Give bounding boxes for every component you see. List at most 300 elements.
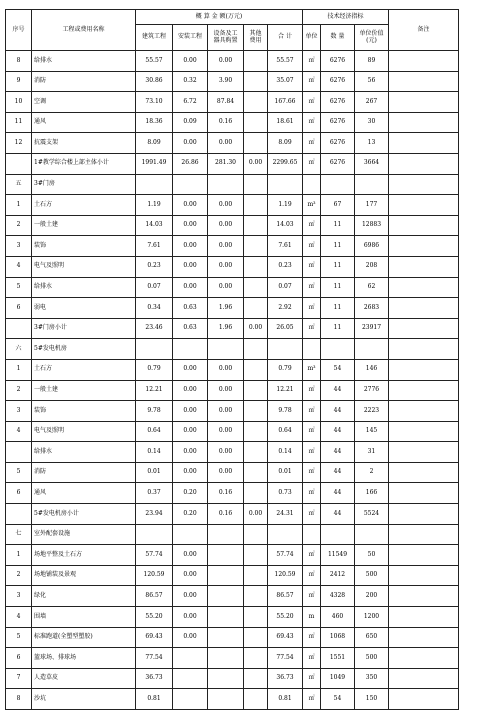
cell-other <box>244 607 268 628</box>
cell-building: 36.73 <box>136 668 173 689</box>
cell-name: 沙坑 <box>32 689 136 710</box>
cell-other <box>244 648 268 669</box>
cell-other: 0.00 <box>244 504 268 525</box>
cell-seq: 6 <box>6 298 32 319</box>
cell-equipment: 0.00 <box>208 442 244 463</box>
cell-remarks <box>389 174 459 195</box>
cell-name: 抗震支架 <box>32 133 136 154</box>
cell-remarks <box>389 215 459 236</box>
cell-unit: ㎡ <box>303 504 321 525</box>
cell-name: 装饰 <box>32 401 136 422</box>
cell-other <box>244 359 268 380</box>
cell-equipment: 0.16 <box>208 483 244 504</box>
cell-other <box>244 215 268 236</box>
cell-seq: 5 <box>6 277 32 298</box>
table-row <box>6 545 459 566</box>
table-row <box>6 277 459 298</box>
cell-total: 1.19 <box>268 195 303 216</box>
cell-name: 土石方 <box>32 359 136 380</box>
cell-unit: ㎡ <box>303 401 321 422</box>
cell-install: 0.00 <box>173 359 208 380</box>
cell-seq: 4 <box>6 256 32 277</box>
cell-qty: 67 <box>321 195 355 216</box>
cell-name: 消防 <box>32 462 136 483</box>
cell-equipment <box>208 627 244 648</box>
header-unit-price-line2: (元) <box>366 36 377 44</box>
cell-seq: 六 <box>6 339 32 360</box>
cell-unit-price: 3664 <box>355 153 389 174</box>
cell-other <box>244 565 268 586</box>
table-row <box>6 401 459 422</box>
cell-seq: 9 <box>6 71 32 92</box>
cell-total <box>268 524 303 545</box>
cell-qty: 2412 <box>321 565 355 586</box>
header-unit-price <box>355 25 389 51</box>
cell-seq: 1 <box>6 359 32 380</box>
cell-equipment: 0.00 <box>208 359 244 380</box>
cell-seq: 4 <box>6 421 32 442</box>
cell-total: 0.01 <box>268 462 303 483</box>
cell-install: 0.00 <box>173 627 208 648</box>
cell-install: 26.86 <box>173 153 208 174</box>
table-row <box>6 153 459 174</box>
cell-install: 0.00 <box>173 380 208 401</box>
cell-building: 7.61 <box>136 236 173 257</box>
header-equipment <box>208 25 244 51</box>
table-row <box>6 627 459 648</box>
cell-building: 8.09 <box>136 133 173 154</box>
cell-install: 0.00 <box>173 462 208 483</box>
cell-total: 8.09 <box>268 133 303 154</box>
cell-unit: ㎡ <box>303 236 321 257</box>
cell-unit: ㎡ <box>303 298 321 319</box>
cell-name: 场地平整及土石方 <box>32 545 136 566</box>
cell-total: 36.73 <box>268 668 303 689</box>
cell-unit: ㎡ <box>303 627 321 648</box>
cell-remarks <box>389 153 459 174</box>
cell-total: 77.54 <box>268 648 303 669</box>
table-row <box>6 318 459 339</box>
cell-building: 14.03 <box>136 215 173 236</box>
cell-install: 0.00 <box>173 133 208 154</box>
cell-total: 2299.65 <box>268 153 303 174</box>
cell-remarks <box>389 51 459 72</box>
cell-total: 0.64 <box>268 421 303 442</box>
cell-total: 0.14 <box>268 442 303 463</box>
cell-other <box>244 586 268 607</box>
table-row <box>6 71 459 92</box>
cell-other <box>244 689 268 710</box>
cell-qty: 4328 <box>321 586 355 607</box>
cell-equipment <box>208 524 244 545</box>
table-row <box>6 236 459 257</box>
cell-install: 0.00 <box>173 607 208 628</box>
cell-seq: 11 <box>6 112 32 133</box>
cell-equipment: 0.16 <box>208 112 244 133</box>
cell-remarks <box>389 483 459 504</box>
cell-name: 5#发电机房 <box>32 339 136 360</box>
header-total: 合 计 <box>268 25 303 51</box>
cell-equipment: 1.96 <box>208 298 244 319</box>
cell-unit: ㎡ <box>303 277 321 298</box>
cell-install: 0.20 <box>173 483 208 504</box>
cell-remarks <box>389 668 459 689</box>
cell-seq <box>6 153 32 174</box>
cell-total <box>268 174 303 195</box>
cell-equipment <box>208 174 244 195</box>
cell-name: 篮球场、排球场 <box>32 648 136 669</box>
cell-name: 3#门房 <box>32 174 136 195</box>
cell-building: 0.37 <box>136 483 173 504</box>
cell-building: 1.19 <box>136 195 173 216</box>
cell-building: 23.46 <box>136 318 173 339</box>
cell-unit: ㎡ <box>303 71 321 92</box>
cell-equipment: 281.30 <box>208 153 244 174</box>
cell-install: 0.00 <box>173 421 208 442</box>
cell-unit: ㎡ <box>303 586 321 607</box>
cell-install: 0.00 <box>173 277 208 298</box>
cell-unit: ㎡ <box>303 153 321 174</box>
cell-seq <box>6 504 32 525</box>
cell-unit: ㎡ <box>303 421 321 442</box>
cell-install <box>173 668 208 689</box>
cell-unit-price: 50 <box>355 545 389 566</box>
cell-install: 0.00 <box>173 565 208 586</box>
table-row <box>6 586 459 607</box>
cell-qty: 44 <box>321 421 355 442</box>
table-row <box>6 298 459 319</box>
cell-name: 一般土建 <box>32 380 136 401</box>
cell-building: 0.79 <box>136 359 173 380</box>
cell-total: 0.73 <box>268 483 303 504</box>
cell-unit: ㎡ <box>303 442 321 463</box>
cell-other: 0.00 <box>244 153 268 174</box>
cell-unit-price: 350 <box>355 668 389 689</box>
cell-total: 69.43 <box>268 627 303 648</box>
table-row <box>6 565 459 586</box>
cell-building: 73.10 <box>136 92 173 113</box>
header-other <box>244 25 268 51</box>
cell-unit-price <box>355 339 389 360</box>
cell-remarks <box>389 92 459 113</box>
cell-unit: m³ <box>303 359 321 380</box>
cell-other <box>244 442 268 463</box>
cell-install: 0.63 <box>173 318 208 339</box>
cell-qty: 11 <box>321 215 355 236</box>
cell-install <box>173 524 208 545</box>
cell-seq: 2 <box>6 565 32 586</box>
table-row <box>6 462 459 483</box>
table-row <box>6 133 459 154</box>
cell-total: 12.21 <box>268 380 303 401</box>
cell-total: 2.92 <box>268 298 303 319</box>
cell-unit-price: 2776 <box>355 380 389 401</box>
cell-building <box>136 524 173 545</box>
cell-unit-price: 150 <box>355 689 389 710</box>
cell-remarks <box>389 504 459 525</box>
cell-seq <box>6 442 32 463</box>
cell-remarks <box>389 401 459 422</box>
cell-remarks <box>389 627 459 648</box>
cell-qty: 6276 <box>321 112 355 133</box>
cell-qty: 44 <box>321 462 355 483</box>
cell-install: 0.00 <box>173 586 208 607</box>
table-row <box>6 421 459 442</box>
cell-name: 室外配套设施 <box>32 524 136 545</box>
cell-unit: ㎡ <box>303 112 321 133</box>
cell-name: 通风 <box>32 112 136 133</box>
cell-remarks <box>389 442 459 463</box>
cell-seq: 5 <box>6 627 32 648</box>
cell-remarks <box>389 195 459 216</box>
cell-unit-price: 145 <box>355 421 389 442</box>
cell-equipment <box>208 648 244 669</box>
cell-qty: 1551 <box>321 648 355 669</box>
cell-other <box>244 277 268 298</box>
cell-install: 0.09 <box>173 112 208 133</box>
header-unit: 单位 <box>303 25 321 51</box>
cell-name: 3#门房小计 <box>32 318 136 339</box>
cell-qty <box>321 524 355 545</box>
cell-unit-price: 30 <box>355 112 389 133</box>
cell-qty: 44 <box>321 483 355 504</box>
cell-other <box>244 195 268 216</box>
table-row <box>6 92 459 113</box>
cell-unit-price: 31 <box>355 442 389 463</box>
table-row <box>6 256 459 277</box>
cell-qty: 11 <box>321 277 355 298</box>
cell-seq: 10 <box>6 92 32 113</box>
cell-unit: ㎡ <box>303 215 321 236</box>
cell-equipment <box>208 545 244 566</box>
table-row <box>6 689 459 710</box>
cell-unit: ㎡ <box>303 380 321 401</box>
cell-seq: 3 <box>6 586 32 607</box>
cell-seq: 3 <box>6 401 32 422</box>
cell-total: 0.79 <box>268 359 303 380</box>
cell-qty: 1049 <box>321 668 355 689</box>
cell-qty: 1068 <box>321 627 355 648</box>
cell-total: 0.23 <box>268 256 303 277</box>
header-seq: 序号 <box>6 10 32 51</box>
table-row <box>6 504 459 525</box>
cell-remarks <box>389 565 459 586</box>
table-row <box>6 359 459 380</box>
cell-name: 空调 <box>32 92 136 113</box>
header-install: 安装工程 <box>173 25 208 51</box>
cell-qty: 6276 <box>321 153 355 174</box>
header-equipment-line1: 设备及工 <box>213 29 238 37</box>
cell-qty: 6276 <box>321 133 355 154</box>
cell-qty <box>321 339 355 360</box>
cell-seq: 8 <box>6 689 32 710</box>
cell-building: 86.57 <box>136 586 173 607</box>
cell-qty: 6276 <box>321 71 355 92</box>
cell-total: 55.57 <box>268 51 303 72</box>
cell-total: 26.05 <box>268 318 303 339</box>
cell-install: 0.20 <box>173 504 208 525</box>
cell-unit-price: 500 <box>355 648 389 669</box>
cell-qty: 44 <box>321 504 355 525</box>
cell-total <box>268 339 303 360</box>
cell-unit <box>303 524 321 545</box>
cell-unit: ㎡ <box>303 648 321 669</box>
cell-qty: 6276 <box>321 92 355 113</box>
cell-unit-price: 177 <box>355 195 389 216</box>
cell-total: 14.03 <box>268 215 303 236</box>
cell-name: 电气及照明 <box>32 256 136 277</box>
cell-remarks <box>389 462 459 483</box>
cell-building <box>136 339 173 360</box>
cell-seq <box>6 318 32 339</box>
cell-name: 人造草皮 <box>32 668 136 689</box>
table-row <box>6 51 459 72</box>
cell-building: 1991.49 <box>136 153 173 174</box>
cell-install <box>173 648 208 669</box>
cell-equipment: 1.96 <box>208 318 244 339</box>
cell-name: 消防 <box>32 71 136 92</box>
cell-equipment: 0.00 <box>208 277 244 298</box>
cell-unit-price: 208 <box>355 256 389 277</box>
cell-total: 57.74 <box>268 545 303 566</box>
cell-unit-price: 650 <box>355 627 389 648</box>
cell-name: 给排水 <box>32 51 136 72</box>
cell-qty: 54 <box>321 359 355 380</box>
cell-equipment <box>208 668 244 689</box>
cell-other <box>244 524 268 545</box>
cell-unit-price: 267 <box>355 92 389 113</box>
cell-building: 0.14 <box>136 442 173 463</box>
cell-building: 18.36 <box>136 112 173 133</box>
cell-total: 24.31 <box>268 504 303 525</box>
cell-unit-price: 6986 <box>355 236 389 257</box>
cell-unit: ㎡ <box>303 318 321 339</box>
cell-qty: 54 <box>321 689 355 710</box>
cell-install: 6.72 <box>173 92 208 113</box>
table-row <box>6 215 459 236</box>
cell-name: 通风 <box>32 483 136 504</box>
cell-unit-price: 146 <box>355 359 389 380</box>
cell-building: 12.21 <box>136 380 173 401</box>
cell-install: 0.00 <box>173 401 208 422</box>
cell-other: 0.00 <box>244 318 268 339</box>
cell-unit-price <box>355 524 389 545</box>
cell-name: 标准跑道(全塑型塑胶) <box>32 627 136 648</box>
cell-equipment: 0.00 <box>208 236 244 257</box>
cell-other <box>244 380 268 401</box>
cell-unit-price: 12883 <box>355 215 389 236</box>
table-row <box>6 380 459 401</box>
cell-seq: 12 <box>6 133 32 154</box>
cell-equipment: 3.90 <box>208 71 244 92</box>
cell-building: 0.01 <box>136 462 173 483</box>
cell-name: 给排水 <box>32 442 136 463</box>
cell-qty: 44 <box>321 401 355 422</box>
header-tech-group: 技术经济指标 <box>303 10 389 25</box>
cell-unit-price: 56 <box>355 71 389 92</box>
cell-remarks <box>389 133 459 154</box>
cell-seq: 3 <box>6 236 32 257</box>
cell-seq: 4 <box>6 607 32 628</box>
cell-building: 57.74 <box>136 545 173 566</box>
cell-unit: ㎡ <box>303 92 321 113</box>
cell-equipment: 87.84 <box>208 92 244 113</box>
cell-other <box>244 71 268 92</box>
table-row <box>6 195 459 216</box>
cell-install: 0.63 <box>173 298 208 319</box>
cell-name: 电气及照明 <box>32 421 136 442</box>
cell-unit-price <box>355 174 389 195</box>
cell-unit-price: 500 <box>355 565 389 586</box>
cell-unit-price: 1200 <box>355 607 389 628</box>
cell-equipment: 0.00 <box>208 462 244 483</box>
cell-install: 0.00 <box>173 195 208 216</box>
cell-building: 55.57 <box>136 51 173 72</box>
cell-name: 绿化 <box>32 586 136 607</box>
cell-name: 一般土建 <box>32 215 136 236</box>
cell-name: 场地铺装及景观 <box>32 565 136 586</box>
cell-total: 55.20 <box>268 607 303 628</box>
cell-equipment <box>208 689 244 710</box>
cell-other <box>244 483 268 504</box>
cell-remarks <box>389 421 459 442</box>
cell-equipment: 0.00 <box>208 195 244 216</box>
cell-other <box>244 174 268 195</box>
table-header <box>6 10 459 51</box>
cell-name: 土石方 <box>32 195 136 216</box>
cell-building: 0.34 <box>136 298 173 319</box>
cell-other <box>244 51 268 72</box>
header-equipment-line2: 器具购置 <box>213 36 238 44</box>
cell-seq: 1 <box>6 545 32 566</box>
cell-equipment: 0.00 <box>208 256 244 277</box>
cell-total: 167.66 <box>268 92 303 113</box>
cell-install: 0.00 <box>173 442 208 463</box>
cell-name: 弱电 <box>32 298 136 319</box>
cell-other <box>244 627 268 648</box>
cell-equipment <box>208 565 244 586</box>
cell-total: 35.07 <box>268 71 303 92</box>
cell-remarks <box>389 339 459 360</box>
cell-remarks <box>389 277 459 298</box>
cell-building: 0.23 <box>136 256 173 277</box>
cell-total: 0.07 <box>268 277 303 298</box>
cell-name: 1#教学综合楼上部主体小计 <box>32 153 136 174</box>
cell-install <box>173 174 208 195</box>
cell-install <box>173 689 208 710</box>
cell-unit-price: 2683 <box>355 298 389 319</box>
header-building: 建筑工程 <box>136 25 173 51</box>
table-row <box>6 668 459 689</box>
cell-other <box>244 668 268 689</box>
cell-remarks <box>389 318 459 339</box>
cell-qty: 11 <box>321 256 355 277</box>
section-row <box>6 174 459 195</box>
cell-unit: ㎡ <box>303 668 321 689</box>
cell-unit-price: 13 <box>355 133 389 154</box>
header-name: 工程或费用名称 <box>32 10 136 51</box>
cell-unit <box>303 174 321 195</box>
cell-other <box>244 421 268 442</box>
cell-unit: ㎡ <box>303 689 321 710</box>
cell-unit: ㎡ <box>303 51 321 72</box>
cell-remarks <box>389 524 459 545</box>
header-remarks: 备注 <box>389 10 459 51</box>
cell-qty: 11 <box>321 236 355 257</box>
cell-seq: 1 <box>6 195 32 216</box>
table-row <box>6 648 459 669</box>
cell-other <box>244 112 268 133</box>
